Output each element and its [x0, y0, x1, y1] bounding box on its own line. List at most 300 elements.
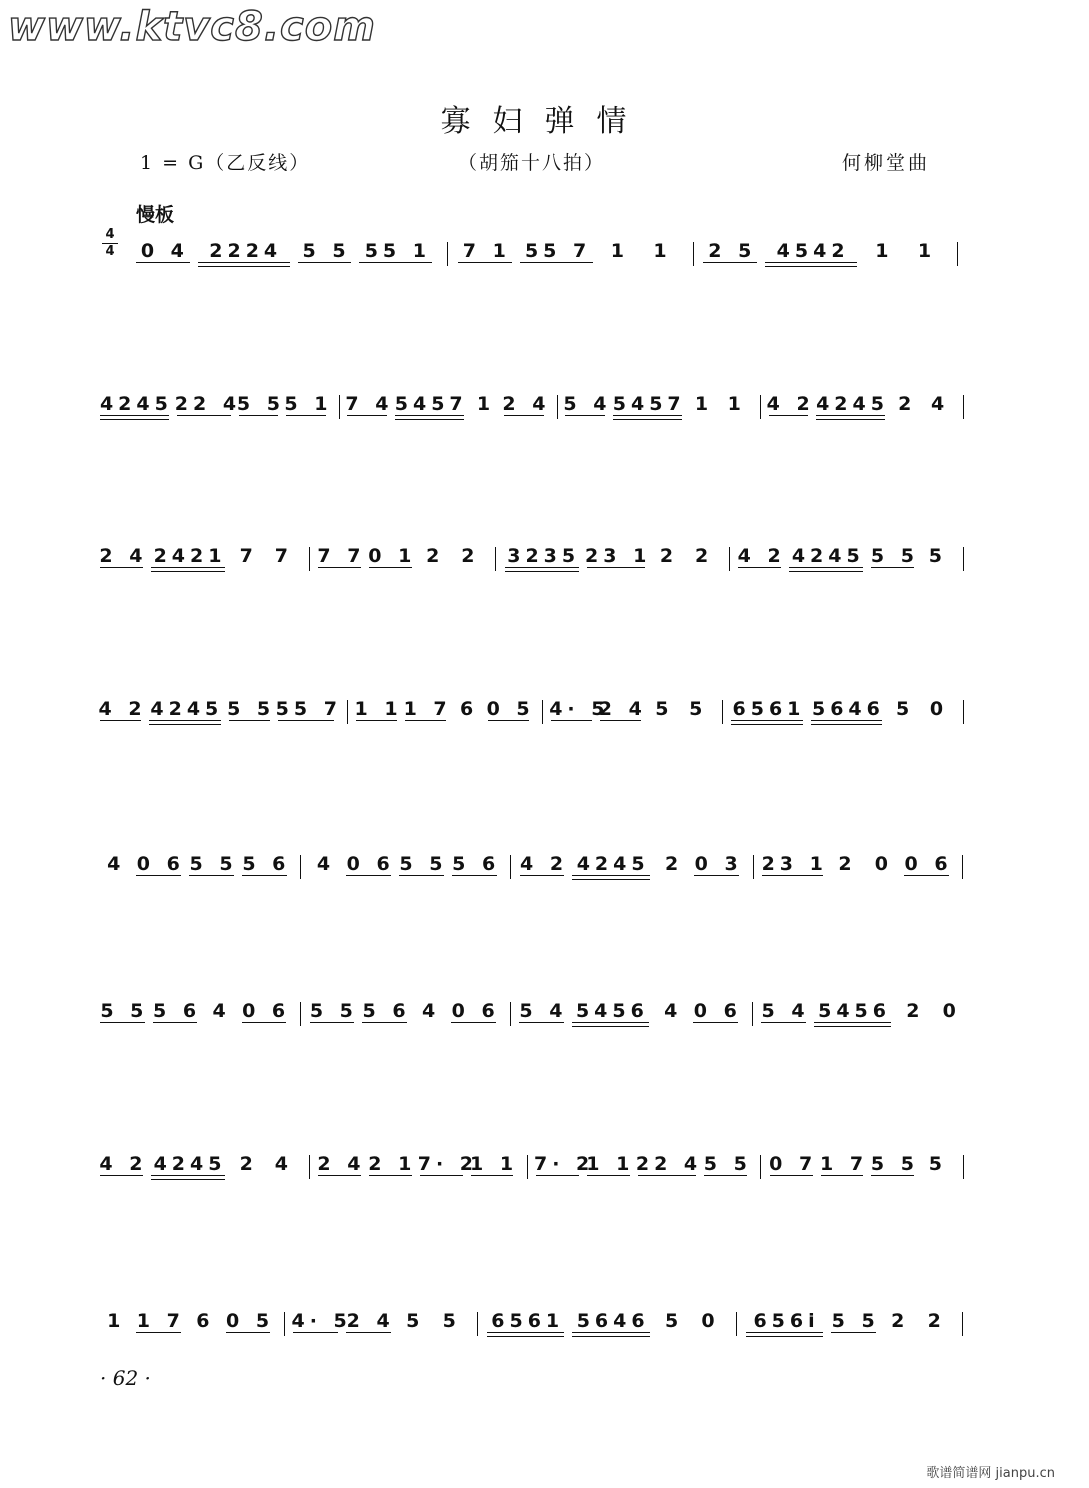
note-group: [291, 1310, 352, 1350]
note-text: 1 1: [586, 1153, 635, 1175]
beam-line: [703, 262, 757, 263]
bar-line: [309, 1155, 310, 1179]
bar-line: [753, 855, 754, 879]
bar-line: [957, 242, 958, 266]
note-text: 2: [659, 545, 679, 567]
note-group: [240, 1000, 293, 1040]
note-group: [692, 853, 745, 893]
note-group: [688, 393, 721, 433]
beam-line: [420, 1175, 463, 1176]
page-number: · 62 ·: [100, 1366, 151, 1390]
beam-line: [451, 1022, 496, 1023]
note-text: 2: [927, 1310, 946, 1332]
beam-line: [746, 1332, 823, 1333]
note-text: 4245: [816, 393, 889, 415]
note-group: [641, 240, 684, 280]
beam-line: [587, 1175, 630, 1176]
note-group: [344, 1310, 397, 1350]
note-text: 4 2: [99, 1153, 148, 1175]
note-group: [345, 393, 392, 433]
beam-line: [229, 720, 270, 721]
note-group: [924, 393, 957, 433]
bar-line: [347, 700, 348, 724]
beam-line: [572, 875, 649, 876]
score-row: [98, 853, 980, 897]
bar-line: [542, 700, 543, 724]
beam-line: [346, 1332, 391, 1333]
note-text: 5: [896, 698, 915, 720]
beam-line: [458, 262, 512, 263]
beam-line: [816, 415, 885, 416]
score-row: [98, 1000, 980, 1044]
note-group: [98, 1310, 134, 1350]
note-text: 2 4: [598, 698, 647, 720]
note-text: 2 4: [99, 545, 148, 567]
note-group: [869, 545, 920, 585]
beam-line: [704, 1175, 747, 1176]
beam-line: [871, 1175, 914, 1176]
note-group: [636, 1153, 703, 1193]
beam-line-double: [151, 571, 225, 572]
key-signature: 1 = G（乙反线）: [140, 152, 311, 174]
beam-line: [100, 567, 143, 568]
note-group: [570, 853, 655, 893]
note-group: [611, 393, 688, 433]
note-group: [98, 393, 175, 433]
beam-line: [100, 415, 169, 416]
beam-line: [613, 415, 682, 416]
note-group: [354, 698, 403, 738]
note-group: [98, 545, 149, 585]
note-group: [902, 853, 955, 893]
note-text: 0: [701, 1310, 720, 1332]
note-text: 5 4: [563, 393, 612, 415]
beam-line: [356, 720, 397, 721]
bar-line: [527, 1155, 528, 1179]
beam-line: [136, 262, 190, 263]
note-text: 1: [875, 240, 894, 262]
beam-line: [278, 720, 334, 721]
note-group: [888, 698, 922, 738]
note-text: 5 6: [452, 853, 501, 875]
note-group: [134, 853, 187, 893]
note-text: 2: [906, 1000, 925, 1022]
note-group: [203, 1000, 239, 1040]
beam-line: [369, 567, 412, 568]
note-group: [316, 1153, 367, 1193]
note-group: [655, 1000, 691, 1040]
note-group: [585, 545, 652, 585]
note-text: 4: [107, 853, 126, 875]
beam-line: [405, 720, 446, 721]
bar-line: [309, 547, 310, 571]
note-text: 5646: [576, 1310, 650, 1332]
note-text: 7· 2: [417, 1153, 478, 1175]
beam-line: [761, 1022, 806, 1023]
note-group: [308, 853, 344, 893]
note-text: 0 7: [769, 1153, 818, 1175]
note-text: 0 6: [346, 853, 395, 875]
note-group: [692, 1310, 728, 1350]
beam-line: [198, 262, 290, 263]
note-group: [814, 393, 891, 433]
bar-line: [447, 242, 448, 266]
beam-line: [587, 567, 646, 568]
note-text: 2: [426, 545, 445, 567]
note-text: 55 1: [364, 240, 431, 262]
note-group: [296, 240, 358, 280]
note-group: [744, 1310, 829, 1350]
note-text: 1 7: [403, 698, 452, 720]
note-group: [433, 1310, 469, 1350]
beam-line: [814, 1022, 891, 1023]
beam-line-double: [395, 419, 464, 420]
note-group: [809, 698, 888, 738]
note-text: 4: [274, 1153, 294, 1175]
note-text: 0 1: [368, 545, 417, 567]
note-text: 5 5: [189, 853, 238, 875]
note-text: 5 4: [761, 1000, 810, 1022]
note-text: 5: [689, 698, 708, 720]
beam-line-double: [151, 1179, 225, 1180]
beam-line: [565, 415, 604, 416]
note-group: [570, 1000, 655, 1040]
note-group: [656, 853, 692, 893]
note-text: 22 4: [635, 1153, 703, 1175]
note-group: [417, 1153, 478, 1193]
note-text: 5646: [811, 698, 885, 720]
note-text: 4245: [791, 545, 865, 567]
beam-line: [519, 1022, 564, 1023]
note-group: [763, 240, 863, 280]
note-text: 2: [695, 545, 714, 567]
note-text: 4· 5: [549, 698, 610, 720]
time-signature-bottom: 4: [105, 244, 115, 259]
beam-line: [520, 875, 565, 876]
note-group: [920, 1153, 955, 1193]
note-group: [549, 698, 610, 738]
note-group: [863, 240, 906, 280]
note-text: 4· 5: [291, 1310, 352, 1332]
beam-line-double: [198, 266, 290, 267]
bar-line: [510, 1002, 511, 1026]
note-text: 1 7: [820, 1153, 869, 1175]
beam-line: [149, 720, 220, 721]
note-group: [393, 393, 470, 433]
note-text: 4: [421, 1000, 441, 1022]
bar-line: [760, 1155, 761, 1179]
beam-line: [904, 875, 949, 876]
note-group: [503, 545, 585, 585]
note-group: [367, 545, 418, 585]
note-text: 0 6: [693, 1000, 742, 1022]
note-group: [237, 393, 284, 433]
bar-line: [284, 1312, 285, 1336]
note-group: [720, 393, 753, 433]
beam-line: [136, 875, 181, 876]
note-text: 23 1: [761, 853, 828, 875]
score-row: [98, 1310, 980, 1354]
note-text: 0 6: [904, 853, 953, 875]
note-group: [869, 1153, 920, 1193]
beam-line: [286, 415, 325, 416]
beam-line: [811, 720, 882, 721]
note-text: 55 7: [524, 240, 592, 262]
note-text: 5457: [612, 393, 686, 415]
note-group: [344, 853, 397, 893]
note-text: 4245: [153, 1153, 227, 1175]
note-text: 1 7: [136, 1310, 185, 1332]
note-group: [691, 1000, 744, 1040]
note-group: [891, 393, 924, 433]
note-text: 2 4: [346, 1310, 395, 1332]
beam-line-double: [505, 571, 579, 572]
note-group: [450, 853, 503, 893]
note-group: [367, 1153, 418, 1193]
note-text: 4245: [150, 698, 224, 720]
note-group: [767, 393, 814, 433]
note-text: 5: [655, 698, 674, 720]
note-text: 5: [442, 1310, 461, 1332]
note-group: [403, 698, 452, 738]
note-text: 0: [874, 853, 894, 875]
note-text: 1: [653, 240, 672, 262]
note-group: [397, 1310, 433, 1350]
note-text: 0 5: [486, 698, 535, 720]
note-group: [920, 545, 955, 585]
note-group: [134, 240, 196, 280]
beam-line-double: [816, 419, 885, 420]
note-group: [647, 698, 681, 738]
beam-line: [488, 720, 529, 721]
note-text: 7 4: [345, 393, 394, 415]
beam-line-double: [487, 1336, 564, 1337]
song-title: 寡妇弹情: [440, 104, 649, 139]
beam-line-double: [789, 571, 863, 572]
beam-line: [731, 720, 802, 721]
bar-line: [963, 395, 964, 419]
note-text: 0 3: [694, 853, 743, 875]
note-text: 7· 2: [534, 1153, 595, 1175]
score-row: [134, 240, 974, 284]
note-group: [147, 698, 226, 738]
note-group: [517, 1000, 570, 1040]
note-group: [231, 1153, 266, 1193]
beam-line: [177, 415, 231, 416]
bar-line: [510, 855, 511, 879]
note-text: 4 2: [98, 698, 147, 720]
note-group: [224, 1310, 277, 1350]
beam-line: [318, 1175, 361, 1176]
note-text: 3235: [507, 545, 581, 567]
beam-line: [769, 415, 808, 416]
beam-line: [153, 1022, 198, 1023]
note-text: 2224: [209, 240, 283, 262]
note-group: [284, 393, 331, 433]
beam-line-double: [814, 1026, 891, 1027]
note-text: 5 5: [100, 1000, 149, 1022]
beam-line-double: [100, 419, 169, 420]
bar-line: [300, 855, 301, 879]
note-text: 2 4: [502, 393, 551, 415]
note-text: 5 6: [242, 853, 291, 875]
note-group: [651, 545, 686, 585]
beam-line: [242, 875, 287, 876]
note-group: [485, 1310, 570, 1350]
beam-line: [452, 875, 497, 876]
note-group: [563, 393, 610, 433]
note-text: 6: [196, 1310, 215, 1332]
note-group: [819, 1153, 870, 1193]
note-text: 2 5: [708, 240, 757, 262]
beam-line: [369, 1175, 412, 1176]
note-group: [486, 698, 535, 738]
note-text: 0 6: [451, 1000, 500, 1022]
beam-line: [487, 1332, 564, 1333]
note-text: 1: [610, 240, 629, 262]
note-group: [729, 698, 808, 738]
beam-line-double: [613, 419, 682, 420]
beam-line: [242, 1022, 287, 1023]
bar-line: [300, 1002, 301, 1026]
note-group: [918, 1310, 954, 1350]
note-text: 0 5: [225, 1310, 275, 1332]
composer: 何柳堂曲: [842, 152, 931, 174]
note-text: 6: [460, 698, 479, 720]
note-text: 22 4: [174, 393, 242, 415]
score-row: [98, 393, 980, 437]
note-text: 7 7: [317, 545, 366, 567]
beam-line: [693, 1022, 738, 1023]
beam-line: [789, 567, 863, 568]
beam-line: [239, 415, 278, 416]
beam-line: [871, 567, 914, 568]
note-group: [760, 853, 829, 893]
note-group: [829, 853, 865, 893]
note-group: [687, 545, 722, 585]
bar-line: [752, 1002, 753, 1026]
note-group: [413, 1000, 449, 1040]
time-signature: [100, 228, 120, 259]
beam-line: [226, 1332, 271, 1333]
time-signature-top: 4: [105, 227, 115, 242]
beam-line-double: [572, 1026, 649, 1027]
beam-line: [151, 567, 225, 568]
note-group: [98, 1153, 149, 1193]
note-group: [149, 545, 231, 585]
beam-line: [694, 875, 739, 876]
note-text: 0: [929, 698, 949, 720]
score-row: [98, 1153, 980, 1197]
note-text: 5: [664, 1310, 684, 1332]
bar-line: [557, 395, 558, 419]
bar-line: [495, 547, 496, 571]
note-text: 7 1: [462, 240, 511, 262]
note-text: 5457: [394, 393, 468, 415]
note-text: 4 2: [520, 853, 569, 875]
beam-line: [395, 415, 464, 416]
note-text: 1 1: [354, 698, 403, 720]
note-text: 5: [406, 1310, 425, 1332]
note-text: 5 5: [870, 545, 919, 567]
note-group: [736, 545, 787, 585]
note-group: [360, 1000, 413, 1040]
note-text: 1: [694, 393, 714, 415]
note-text: 2: [664, 853, 684, 875]
tempo-marking: 慢板: [136, 204, 175, 226]
note-group: [829, 1310, 882, 1350]
note-text: 4542: [776, 240, 850, 262]
note-text: 5456: [818, 1000, 891, 1022]
note-group: [452, 698, 486, 738]
note-text: 2: [239, 1153, 258, 1175]
beam-line: [505, 567, 579, 568]
bar-line: [736, 1312, 737, 1336]
note-group: [656, 1310, 692, 1350]
note-text: 0: [942, 1000, 961, 1022]
note-text: 1: [476, 393, 496, 415]
note-group: [469, 1153, 520, 1193]
note-text: 4: [664, 1000, 683, 1022]
note-group: [759, 1000, 812, 1040]
note-group: [174, 393, 242, 433]
note-text: 1: [107, 1310, 126, 1332]
note-group: [787, 545, 869, 585]
note-group: [768, 1153, 819, 1193]
beam-line: [572, 1332, 649, 1333]
note-text: 0 6: [242, 1000, 291, 1022]
beam-line: [347, 415, 386, 416]
note-group: [934, 1000, 970, 1040]
note-text: 5 5: [227, 698, 276, 720]
note-group: [518, 853, 571, 893]
beam-line: [520, 262, 593, 263]
note-group: [397, 853, 450, 893]
note-group: [196, 240, 296, 280]
site-footer: 歌谱简谱网 jianpu.cn: [926, 1466, 1055, 1481]
beam-line: [765, 262, 857, 263]
note-group: [518, 240, 599, 280]
bar-line: [963, 547, 964, 571]
note-group: [149, 1153, 231, 1193]
note-group: [151, 1000, 204, 1040]
beam-line: [399, 875, 444, 876]
note-text: 2: [898, 393, 917, 415]
note-text: 23 1: [585, 545, 652, 567]
note-group: [266, 545, 301, 585]
beam-line: [551, 720, 592, 721]
beam-line: [293, 1332, 338, 1333]
beam-line-double: [149, 724, 220, 725]
note-text: 2: [461, 545, 480, 567]
note-group: [449, 1000, 502, 1040]
note-group: [701, 240, 763, 280]
score-row: [98, 545, 980, 589]
note-group: [231, 545, 266, 585]
note-text: 5 5: [302, 240, 351, 262]
bar-line: [339, 395, 340, 419]
note-text: 7: [239, 545, 258, 567]
note-group: [227, 698, 276, 738]
note-text: 0 6: [136, 853, 185, 875]
beam-line: [100, 1175, 143, 1176]
beam-line: [310, 1022, 355, 1023]
beam-line: [600, 720, 641, 721]
beam-line: [136, 1332, 181, 1333]
note-text: 2: [891, 1310, 910, 1332]
beam-line: [572, 1022, 649, 1023]
note-group: [897, 1000, 933, 1040]
